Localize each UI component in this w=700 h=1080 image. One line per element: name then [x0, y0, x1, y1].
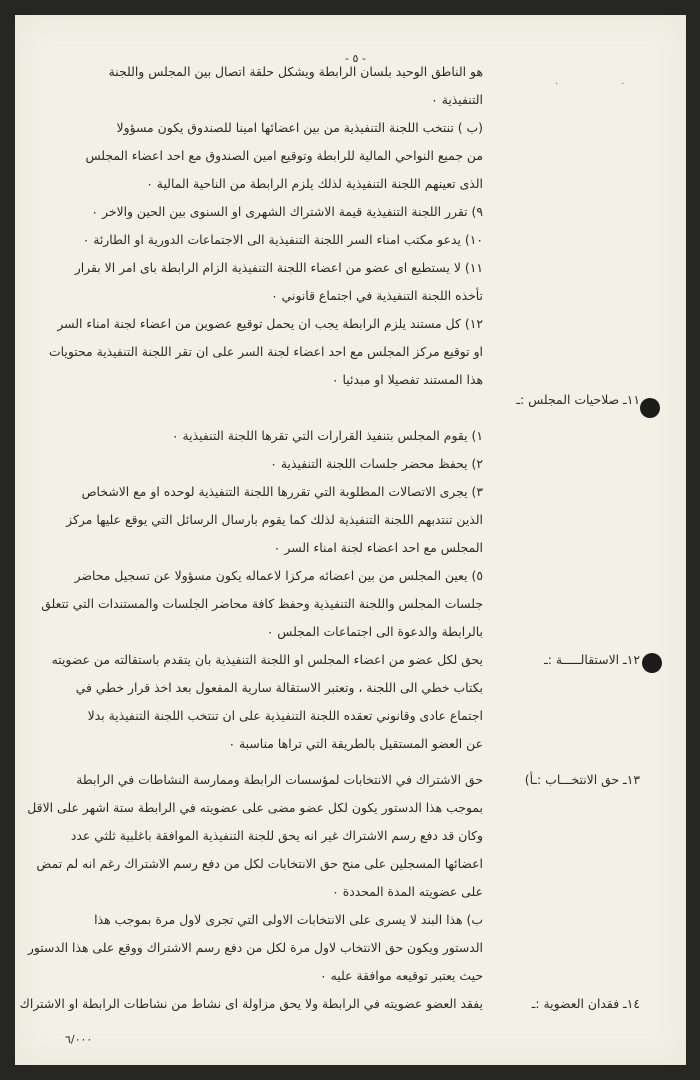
- text-line: ٣) يجرى الاتصالات المطلوبة التي تقررها اللجنة التنفيذية لوحده او مع الاشخاص: [81, 484, 483, 499]
- section-label: ١٢ـ الاستقالـــــة :ـ: [544, 652, 640, 667]
- text-line: ٩) تقرر اللجنة التنفيذية قيمة الاشتراك الشهرى او السنوى بين الحين والاخر ٠: [91, 204, 483, 219]
- text-line: ١١) لا يستطيع اى عضو من اعضاء اللجنة التنفيذية الزام الرابطة باى امر الا بقرار: [74, 260, 483, 275]
- document-page: [15, 15, 686, 1065]
- text-line: يحق لكل عضو من اعضاء المجلس او اللجنة التنفيذية بان يتقدم باستقالته من عضويته: [51, 652, 483, 667]
- section-label: ١٣ـ حق الانتخـــاب :ـأ): [524, 772, 640, 787]
- text-line: بالرابطة والدعوة الى اجتماعات المجلس ٠: [266, 624, 483, 639]
- text-line: جلسات المجلس واللجنة التنفيذية وحفظ كافة محاضر الجلسات والمستندات التي تتعلق: [41, 596, 483, 611]
- text-line: حيث يعتبر توقيعه موافقة عليه ٠: [320, 968, 483, 983]
- text-line: عن العضو المستقيل بالطريقة التي تراها مناسبة ٠: [228, 736, 483, 751]
- text-line: بموجب هذا الدستور يكون لكل عضو مضى على عضويته في الرابطة ستة اشهر على الاقل: [27, 800, 483, 815]
- text-line: اجتماع عادى وقانوني تعقده اللجنة التنفيذية على ان تنتخب اللجنة التنفيذية بدلا: [87, 708, 483, 723]
- text-line: تأخذه اللجنة التنفيذية في اجتماع قانوني ٠: [271, 288, 483, 303]
- text-line: او توقيع مركز المجلس مع احد اعضاء لجنة السر على ان تقر اللجنة التنفيذية محتويات: [48, 344, 483, 359]
- section-label: ١٤ـ فقدان العضوية :ـ: [531, 996, 640, 1011]
- text-line: هو الناطق الوحيد بلسان الرابطة ويشكل حلقة اتصال بين المجلس واللجنة: [108, 64, 483, 79]
- text-line: حق الاشتراك في الانتخابات لمؤسسات الرابطة وممارسة النشاطات في الرابطة: [76, 772, 483, 787]
- text-line: ١) يقوم المجلس بتنفيذ القرارات التي تقرها اللجنة التنفيذية ٠: [171, 428, 483, 443]
- text-line: الدستور ويكون حق الانتخاب لاول مرة لكل من دفع رسم الاشتراك ووقع على هذا الدستور: [27, 940, 483, 955]
- margin-marks: · ·: [555, 79, 655, 90]
- text-line: الذى تعينهم اللجنة التنفيذية لذلك يلزم الرابطة من الناحية المالية ٠: [146, 176, 483, 191]
- text-line: المجلس مع احد اعضاء لجنة امناء السر ٠: [273, 540, 483, 555]
- text-line: ب) هذا البند لا يسرى على الانتخابات الاولى التي تجرى لاول مرة بموجب هذا: [94, 912, 483, 927]
- text-line: (ب ) تنتخب اللجنة التنفيذية من بين اعضائها امينا للصندوق يكون مسؤولا: [116, 120, 483, 135]
- text-line: هذا المستند تفصيلا او مبدئيا ٠: [331, 372, 483, 387]
- text-line: من جميع النواحي المالية للرابطة وتوقيع امين الصندوق مع احد اعضاء المجلس: [85, 148, 483, 163]
- section-label: ١١ـ صلاحيات المجلس :ـ: [516, 392, 640, 407]
- text-line: ١٠) يدعو مكتب امناء السر اللجنة التنفيذية الى الاجتماعات الدورية او الطارئة ٠: [82, 232, 483, 247]
- text-line: ٥) يعين المجلس من بين اعضائه مركزا لاعماله يكون مسؤولا عن تسجيل محاضر: [74, 568, 483, 583]
- text-line: اعضائها المسجلين على منح حق الانتخابات لكل من دفع رسم الاشتراك رغم انه لم تمض: [36, 856, 483, 871]
- text-line: الذين تنتدبهم اللجنة التنفيذية لذلك كما يقوم بارسال الرسائل التي يوقع عليها مركز: [66, 512, 483, 527]
- text-line: بكتاب خطي الى اللجنة ، وتعتبر الاستقالة سارية المفعول بعد اخذ قرار خطي في: [75, 680, 483, 695]
- text-line: على عضويته المدة المحددة ٠: [332, 884, 483, 899]
- continuation-ref: ٦/٠٠٠: [65, 1033, 93, 1046]
- text-line: ٢) يحفظ محضر جلسات اللجنة التنفيذية ٠: [270, 456, 483, 471]
- punch-hole: [640, 398, 660, 418]
- text-line: يفقد العضو عضويته في الرابطة ولا يحق مزاولة اى نشاط من نشاطات الرابطة او الاشتراك: [19, 996, 483, 1011]
- punch-hole: [642, 653, 662, 673]
- text-line: التنفيذية ٠: [431, 92, 483, 107]
- text-line: ١٢) كل مستند يلزم الرابطة يجب ان يحمل توقيع عضوين من اعضاء لجنة امناء السر: [57, 316, 483, 331]
- text-line: وكان قد دفع رسم الاشتراك غير انه يحق للجنة التنفيذية الموافقة باغلبية ثلثي عدد: [70, 828, 483, 843]
- page-number: - ٥ -: [345, 52, 366, 65]
